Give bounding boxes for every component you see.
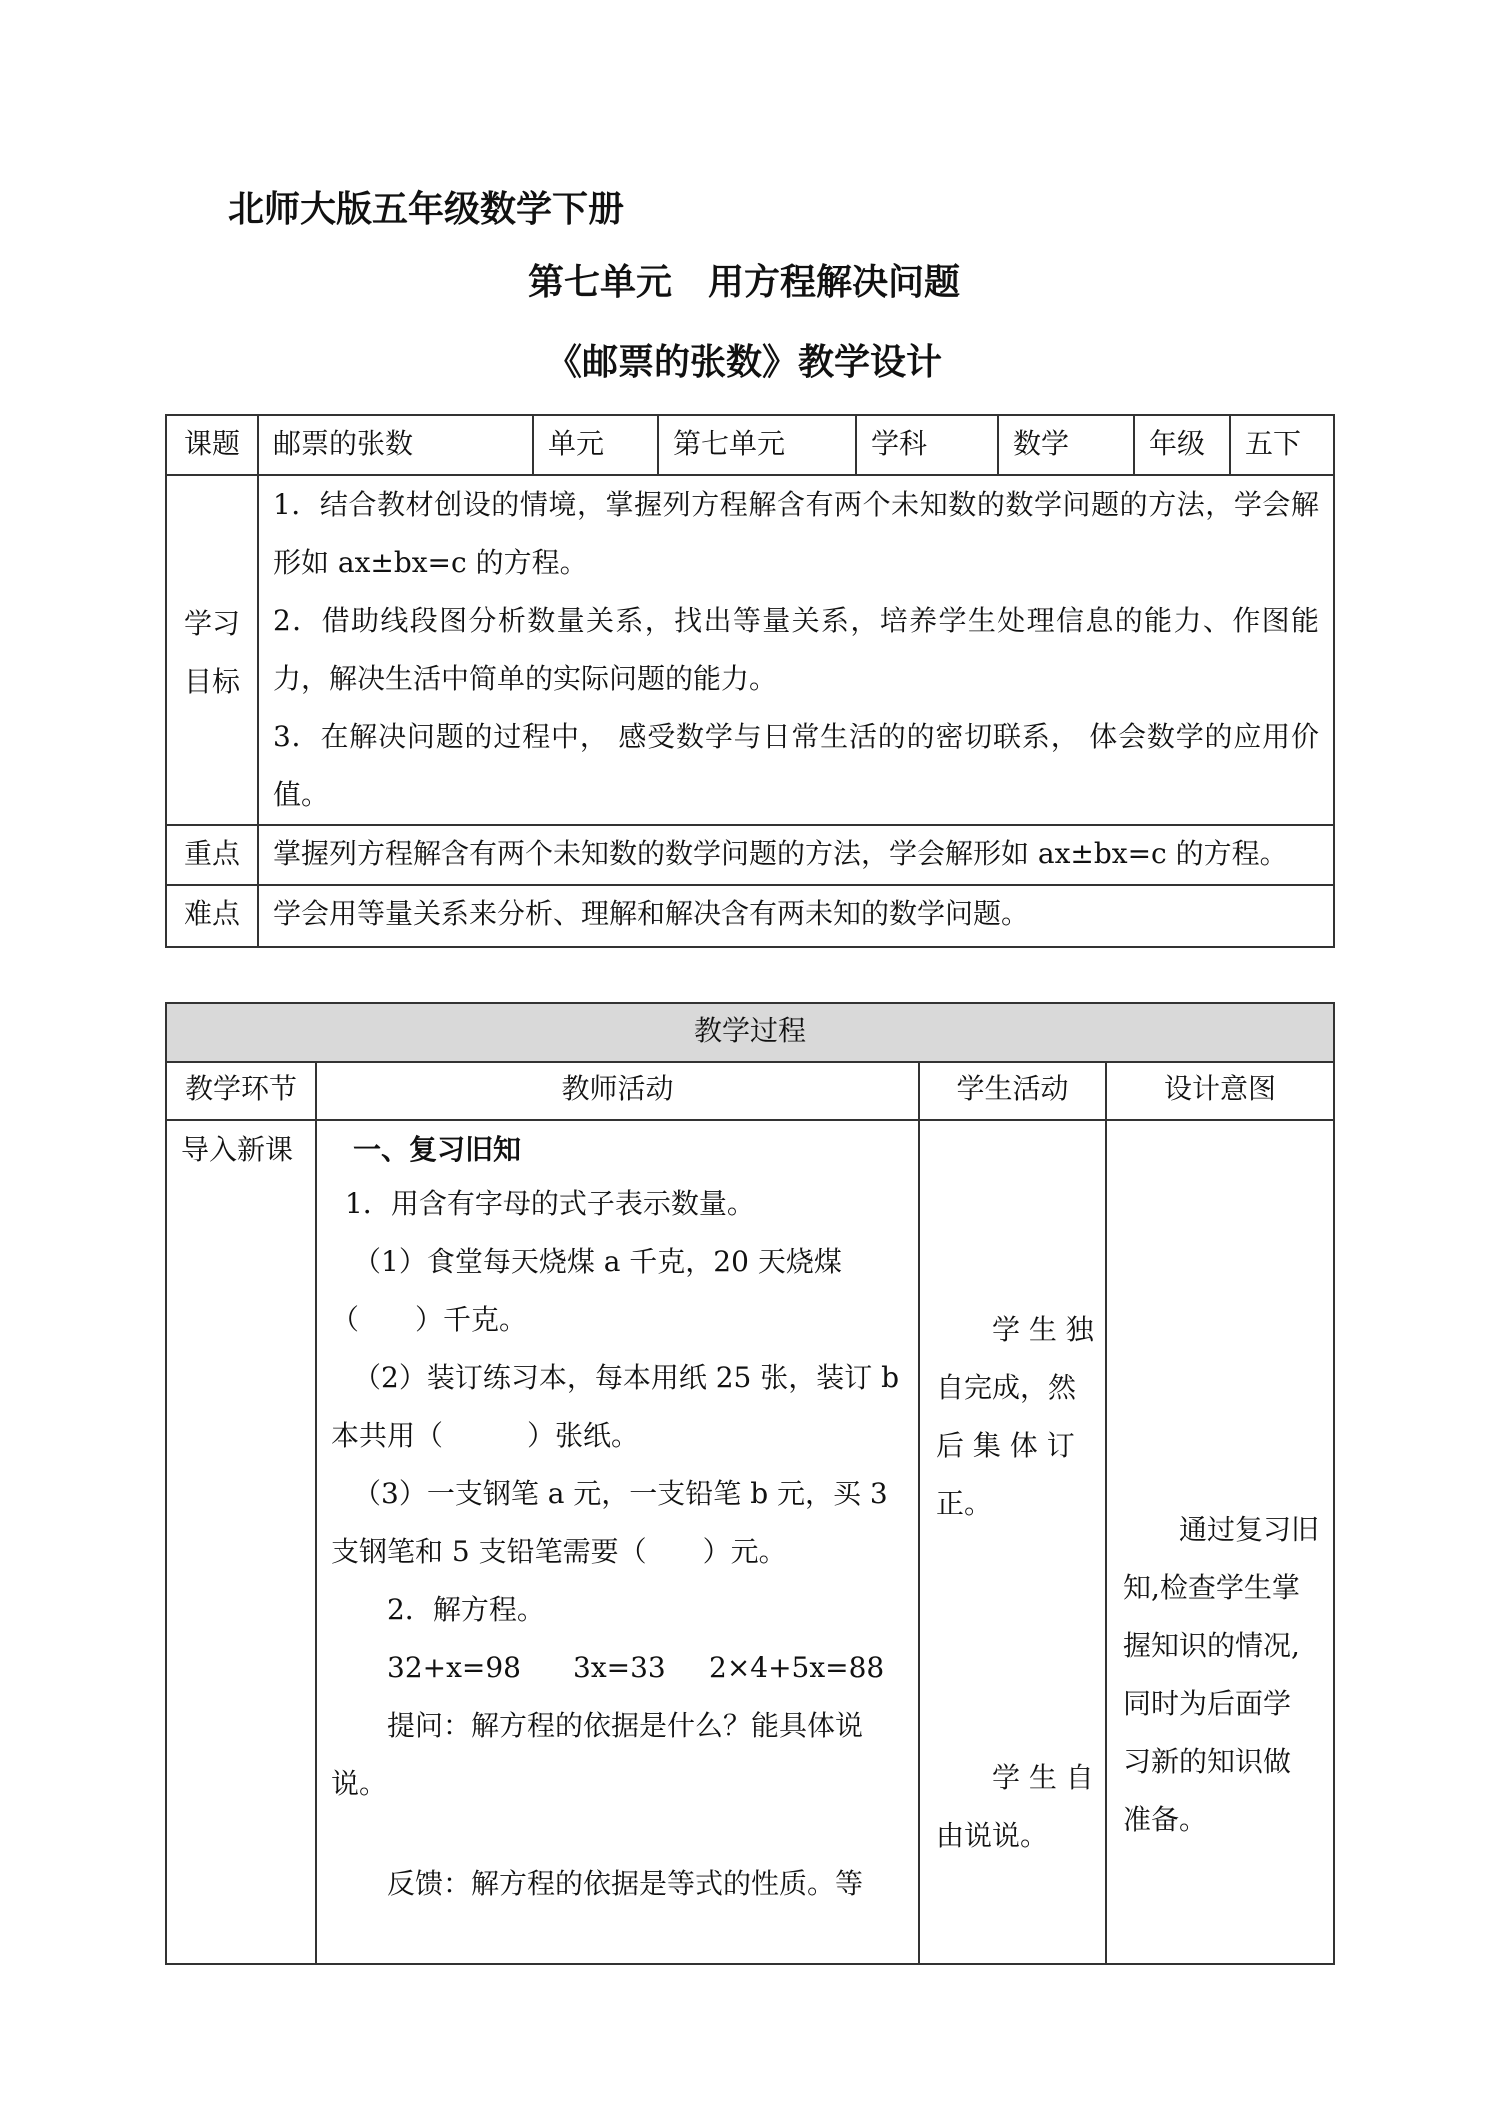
student-line: 学 生 独	[992, 1313, 1094, 1346]
stage-name: 导入新课	[166, 1120, 316, 1964]
design-intent-block	[1123, 1501, 1319, 1849]
student-line: 正。	[936, 1487, 993, 1520]
teaching-process-table	[165, 1002, 1335, 1965]
student-line: 学 生 自	[992, 1761, 1094, 1794]
teacher-line: （3）一支钢笔 a 元，一支铅笔 b 元，买 3	[353, 1477, 888, 1510]
student-activity-block	[936, 1301, 1094, 1533]
lesson-info-table	[165, 414, 1335, 948]
student-line: 自完成，然	[936, 1371, 1077, 1404]
difficulty-value: 学会用等量关系来分析、理解和解决含有两未知的数学问题。	[258, 885, 1334, 947]
topic-label: 课题	[166, 415, 258, 475]
intent-line: 习新的知识做	[1123, 1745, 1292, 1778]
key-point-label: 重点	[166, 825, 258, 885]
column-header-student: 学生活动	[919, 1062, 1106, 1120]
teacher-line: （ ）千克。	[331, 1303, 528, 1336]
teacher-line: （2）装订练习本，每本用纸 25 张，装订 b	[353, 1361, 900, 1394]
goals-label-line1: 学习	[183, 607, 240, 640]
learning-goals-label	[166, 475, 258, 825]
equation: 3x=33	[573, 1651, 666, 1684]
unit-value: 第七单元	[658, 415, 856, 475]
topic-value: 邮票的张数	[258, 415, 533, 475]
process-header: 教学过程	[166, 1003, 1334, 1062]
subject-value: 数学	[998, 415, 1134, 475]
section-heading: 一、复习旧知	[353, 1133, 522, 1166]
intent-line: 握知识的情况,	[1123, 1629, 1300, 1662]
intent-line: 通过复习旧	[1179, 1513, 1320, 1546]
equation: 32+x=98	[387, 1651, 521, 1684]
teacher-line: 2．解方程。	[387, 1593, 545, 1626]
goals-label-line2: 目标	[183, 665, 240, 698]
student-activity	[919, 1120, 1106, 1964]
difficulty-label: 难点	[166, 885, 258, 947]
equations-row	[331, 1639, 906, 1697]
goal-item: 3．在解决问题的过程中， 感受数学与日常生活的的密切联系， 体会数学的应用价值。	[273, 720, 1319, 811]
column-header-intent: 设计意图	[1106, 1062, 1334, 1120]
student-line: 后 集 体 订	[936, 1429, 1075, 1462]
teacher-line: 支钢笔和 5 支铅笔需要（ ）元。	[331, 1535, 787, 1568]
teacher-line: 反馈：解方程的依据是等式的性质。等	[387, 1867, 864, 1900]
student-activity-block	[936, 1749, 1094, 1865]
document-subtitle: 北师大版五年级数学下册	[228, 189, 625, 230]
grade-label: 年级	[1134, 415, 1230, 475]
subject-label: 学科	[856, 415, 998, 475]
teacher-line: 1．用含有字母的式子表示数量。	[345, 1187, 755, 1220]
teacher-line: 本共用（ ）张纸。	[331, 1419, 640, 1452]
teacher-line: 提问：解方程的依据是什么？能具体说	[387, 1709, 864, 1742]
equation: 2×4+5x=88	[709, 1651, 885, 1684]
teacher-line: 说。	[331, 1767, 388, 1800]
unit-label: 单元	[533, 415, 658, 475]
teacher-activity	[316, 1120, 919, 1964]
goal-item: 2．借助线段图分析数量关系，找出等量关系，培养学生处理信息的能力、作图能力，解决生活中简单的实际问题的能力。	[273, 604, 1319, 695]
lesson-title: 《邮票的张数》教学设计	[545, 342, 942, 383]
design-intent	[1106, 1120, 1334, 1964]
intent-line: 准备。	[1123, 1803, 1208, 1836]
student-line: 由说说。	[936, 1819, 1049, 1852]
goal-item: 1．结合教材创设的情境，掌握列方程解含有两个未知数的数学问题的方法，学会解形如 ax±bx=c 的方程。	[273, 488, 1319, 579]
column-header-stage: 教学环节	[166, 1062, 316, 1120]
teacher-line: （1）食堂每天烧煤 a 千克，20 天烧煤	[353, 1245, 842, 1278]
learning-goals	[258, 475, 1334, 825]
intent-line: 知,检查学生掌	[1123, 1571, 1300, 1604]
key-point-value: 掌握列方程解含有两个未知数的数学问题的方法，学会解形如 ax±bx=c 的方程。	[258, 825, 1334, 885]
unit-title: 第七单元 用方程解决问题	[527, 262, 960, 303]
column-header-teacher: 教师活动	[316, 1062, 919, 1120]
grade-value: 五下	[1230, 415, 1334, 475]
intent-line: 同时为后面学	[1123, 1687, 1292, 1720]
